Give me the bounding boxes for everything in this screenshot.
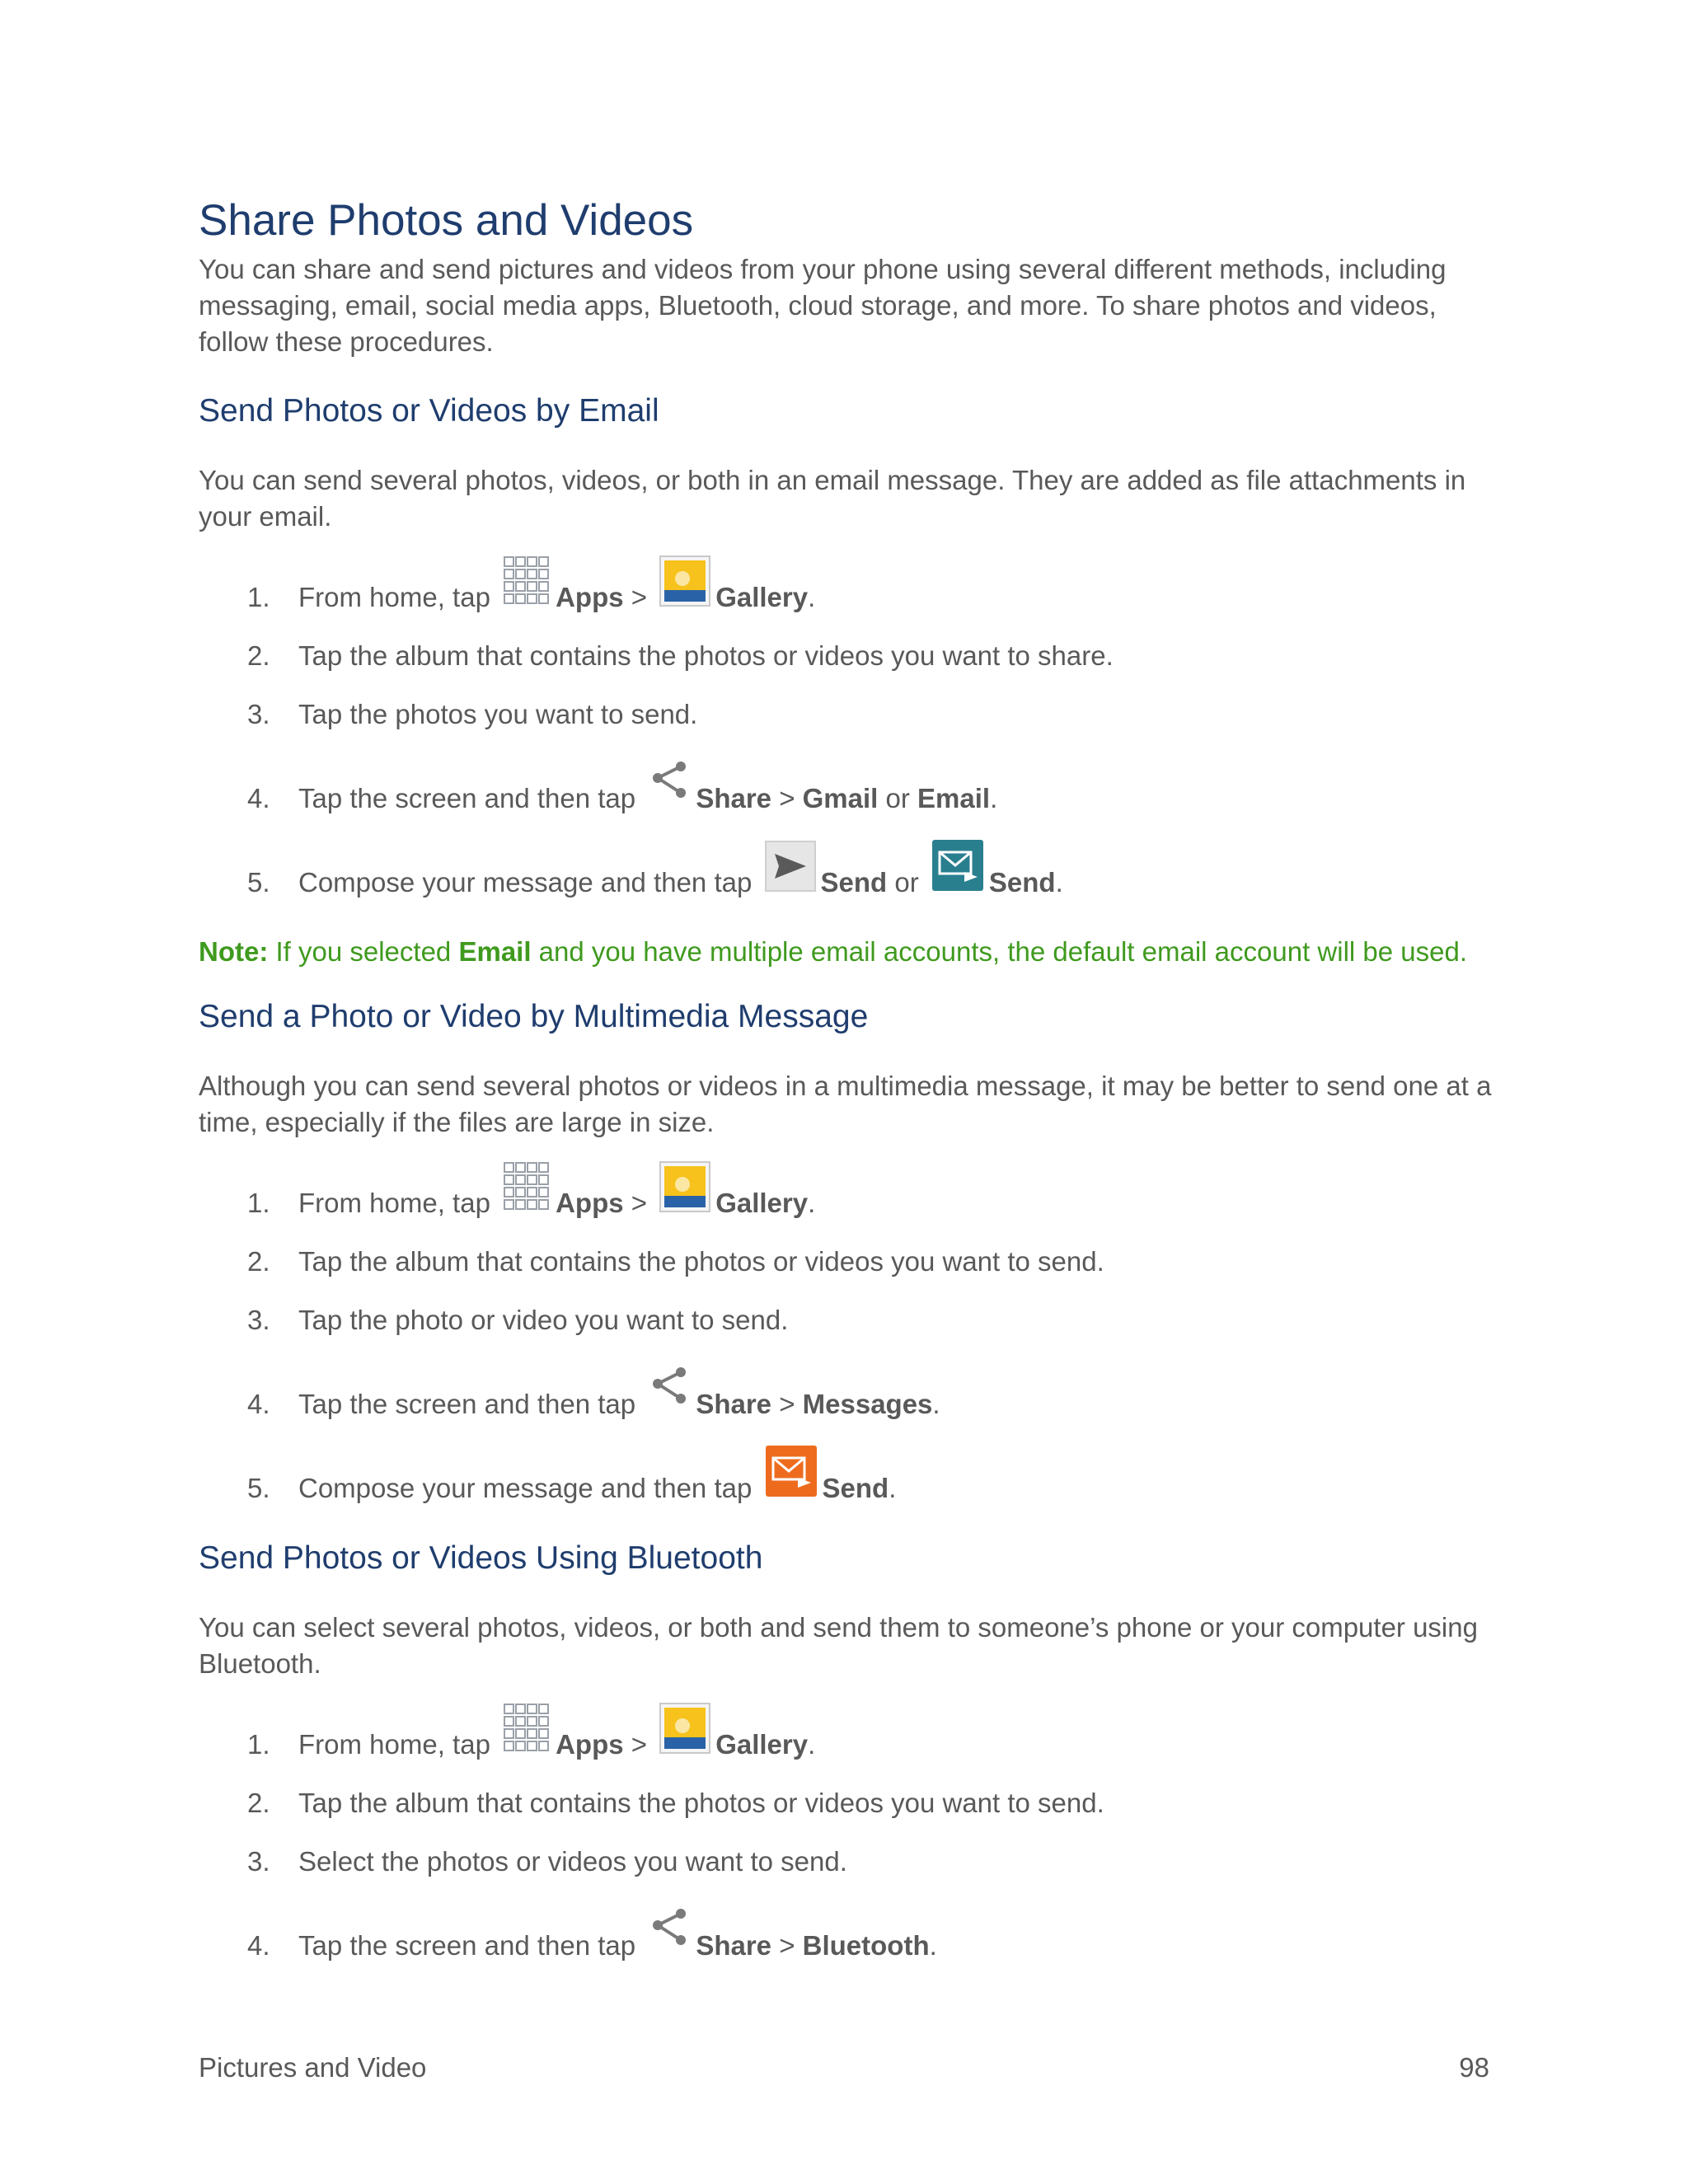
step-number: 1. [247, 1188, 270, 1218]
share-label: Share [696, 1389, 772, 1419]
send-arrow-icon [765, 841, 816, 901]
share-icon [648, 1907, 691, 1964]
mms-step-2: 2. Tap the album that contains the photos or videos you want to send. [247, 1222, 1566, 1280]
email-step-1: 1. From home, tap Apps > Gallery . [247, 558, 1566, 616]
share-icon [648, 1366, 691, 1422]
gallery-label: Gallery [715, 1188, 809, 1218]
step-number: 4. [247, 783, 270, 813]
step-number: 3. [247, 699, 270, 729]
apps-icon [503, 555, 551, 616]
step-number: 2. [247, 1788, 270, 1818]
mms-section-heading: Send a Photo or Video by Multimedia Message [199, 999, 869, 1034]
mms-step-4: 4. Tap the screen and then tap Share > Messages . [247, 1365, 1566, 1422]
email-send-icon [931, 839, 984, 901]
gallery-label: Gallery [715, 582, 809, 612]
share-label: Share [696, 1930, 772, 1961]
step-number: 4. [247, 1930, 270, 1961]
email-step-5: 5. Compose your message and then tap Send or Send . [247, 843, 1566, 901]
share-label: Share [696, 783, 772, 813]
gmail-label: Gmail [802, 783, 879, 813]
bluetooth-step-4: 4. Tap the screen and then tap Share > Bluetooth . [247, 1906, 1566, 1964]
mms-step-5: 5. Compose your message and then tap Send . [247, 1449, 1566, 1507]
footer-section-title: Pictures and Video [199, 2052, 427, 2083]
step-number: 1. [247, 1729, 270, 1760]
page-number: 98 [1459, 2052, 1489, 2083]
mms-section-body: Although you can send several photos or videos in a multimedia message, it may be better to send one at a time, especially if the files are large in size. [199, 1071, 1492, 1137]
email-send-label: Send [988, 867, 1056, 898]
note-label: Note: [199, 936, 269, 967]
bluetooth-step-2: 2. Tap the album that contains the photos or videos you want to send. [247, 1764, 1566, 1821]
apps-label: Apps [556, 1729, 624, 1760]
note-email: Email [458, 936, 532, 967]
step-number: 3. [247, 1305, 270, 1335]
bluetooth-step-3: 3. Select the photos or videos you want to send. [247, 1822, 1566, 1880]
share-icon [648, 760, 691, 817]
gallery-label: Gallery [715, 1729, 809, 1760]
mms-step-1: 1. From home, tap Apps > Gallery . [247, 1164, 1566, 1221]
message-send-icon [765, 1445, 818, 1507]
step-number: 4. [247, 1389, 270, 1419]
email-label: Email [917, 783, 991, 813]
email-step-4: 4. Tap the screen and then tap Share > Gmail or Email . [247, 759, 1566, 817]
apps-icon [503, 1703, 551, 1763]
bluetooth-section-heading: Send Photos or Videos Using Bluetooth [199, 1540, 763, 1576]
bluetooth-step-1: 1. From home, tap Apps > Gallery . [247, 1705, 1566, 1763]
bluetooth-label: Bluetooth [802, 1930, 930, 1961]
step-number: 2. [247, 1246, 270, 1277]
email-step-3: 3. Tap the photos you want to send. [247, 675, 1566, 733]
step-number: 2. [247, 640, 270, 671]
gallery-icon [659, 1703, 710, 1763]
step-number: 1. [247, 582, 270, 612]
step-number: 3. [247, 1846, 270, 1877]
messages-label: Messages [802, 1389, 933, 1419]
gmail-send-label: Send [820, 867, 888, 898]
mms-step-3: 3. Tap the photo or video you want to send. [247, 1281, 1566, 1338]
apps-icon [503, 1161, 551, 1221]
note: Note: If you selected Email and you have multiple email accounts, the default email account will be used. [199, 936, 1468, 967]
email-step-2: 2. Tap the album that contains the photos or videos you want to share. [247, 616, 1566, 674]
step-number: 5. [247, 867, 270, 898]
gallery-icon [659, 555, 710, 616]
gallery-icon [659, 1161, 710, 1221]
intro-paragraph: You can share and send pictures and videos from your phone using several different methods, including messaging, email, social media apps, Bluetooth, cloud storage, and more. To share photos and videos, follow these procedures. [199, 254, 1447, 357]
step-number: 5. [247, 1473, 270, 1503]
bluetooth-section-body: You can select several photos, videos, or both and send them to someone’s phone or your computer using Bluetooth. [199, 1612, 1478, 1679]
email-section-body: You can send several photos, videos, or both in an email message. They are added as file attachments in your email. [199, 465, 1466, 532]
send-label: Send [822, 1473, 889, 1503]
page-title: Share Photos and Videos [199, 196, 694, 245]
email-section-heading: Send Photos or Videos by Email [199, 393, 659, 429]
apps-label: Apps [556, 582, 624, 612]
apps-label: Apps [556, 1188, 624, 1218]
